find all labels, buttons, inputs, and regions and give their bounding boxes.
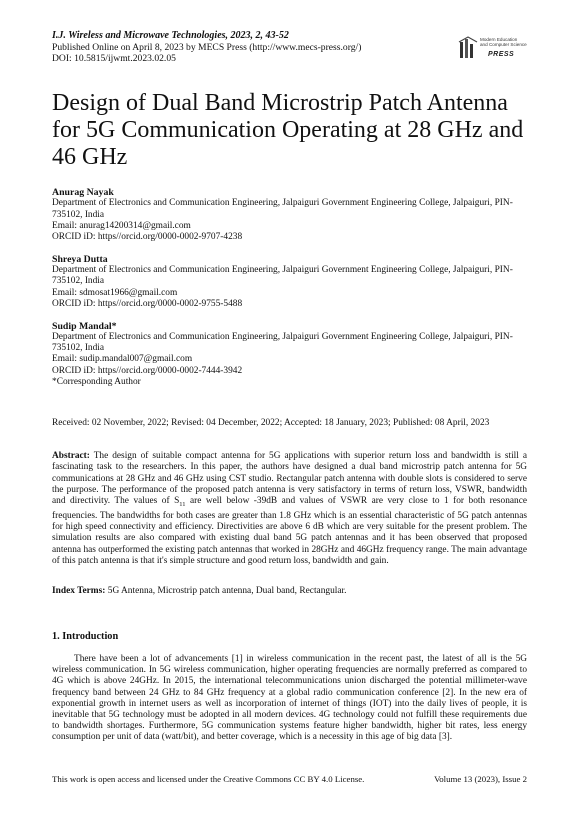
journal-citation: I.J. Wireless and Microwave Technologies, 2023, 2, 43-52 [52, 30, 289, 41]
introduction-paragraph: There have been a lot of advancements [1] in wireless communication in the recent past, the latest of all is the 5G wireless communication. In 5G wireless communication, higher operating frequencies are normally preferred as compared to 4G which is above 24GHz. In 2015, the international telecommunications union discharged the potential millimeter-wave frequency band between 24 GHz to 84 GHz frequency at a global radio communication conference [2]. In the new era of exponential growth in internet users as well as incorporation of internet of things (IOT) into the daily lives of people, it is inevitable that 5G technology must be adopted in all modern devices. 4G technology could not fulfill these requirements due to bandwidth shortages. Furthermore, 5G communication systems feature higher bandwidth, higher bit rates, less energy consumption per unit of data (watt/bit), and better coverage, which is a necessity in this age of big data [3]. [52, 654, 527, 743]
journal-header [52, 30, 452, 65]
author-block [52, 321, 527, 389]
author-orcid[interactable]: ORCID iD: https//orcid.org/0000-0002-7444-3942 [52, 365, 243, 376]
abstract-text-part-2: are well below -39dB and values of VSWR are very close to 1 for both resonance frequencies. The bandwidths for both cases are greater than 1.8 GHz which is an essential characteristic of 5G patch antennas for high speed connectivity and efficiency. Directivities are above 6 dB which are very suitable for the present problem. The simulation results are also compared with existing dual band 5G patch antennas and it has been observed that proposed antenna has outperformed the existing patch antennas that worked in 28GHz and 46GHz frequency range. The main advantage of this patch antenna is that it's simple structure and good return loss, bandwidth and gain. [52, 496, 527, 566]
abstract [52, 451, 527, 567]
author-email[interactable]: Email: sudip.mandal007@gmail.com [52, 354, 193, 365]
section-heading-introduction: 1. Introduction [52, 631, 119, 642]
abstract-text-part-1: The design of suitable compact antenna for 5G applications with superior return loss and bandwidth is still a fascinating task to the researchers. In this paper, the authors have designed a dual band microstrip patch antenna for 5G communications at 28 GHz and 46 GHz using CST studio. Rectangular patch antenna with double slots is considered to serve the purpose. The performance of the proposed patch antenna is very satisfactory in terms of return loss, VSWR, bandwidth and directivity. The values of S [52, 451, 527, 507]
author-orcid[interactable]: ORCID iD: https//orcid.org/0000-0002-9707-4238 [52, 232, 243, 243]
author-affiliation: Department of Electronics and Communication Engineering, Jalpaiguri Government Engineering College, Jalpaiguri, PIN-735102, India [52, 265, 513, 287]
volume-issue: Volume 13 (2023), Issue 2 [434, 774, 527, 784]
mecs-logo-icon [458, 36, 478, 60]
paper-title: Design of Dual Band Microstrip Patch Antenna for 5G Communication Operating at 28 GHz and 46 GHz [52, 90, 524, 170]
license-note: This work is open access and licensed under the Creative Commons CC BY 4.0 License. [52, 774, 365, 784]
logo-text: Modern Education and Computer Science [480, 37, 527, 48]
index-terms-text: 5G Antenna, Microstrip patch antenna, Dual band, Rectangular. [105, 586, 347, 596]
doi: DOI: 10.5815/ijwmt.2023.02.05 [52, 53, 176, 64]
author-name: Sudip Mandal* [52, 320, 117, 332]
author-block [52, 254, 527, 310]
author-affiliation: Department of Electronics and Communication Engineering, Jalpaiguri Government Engineering College, Jalpaiguri, PIN-735102, India [52, 198, 513, 220]
submission-dates: Received: 02 November, 2022; Revised: 04 December, 2022; Accepted: 18 January, 2023; Published: 08 April, 2023 [52, 418, 490, 428]
author-name: Shreya Dutta [52, 253, 108, 265]
mecs-press-logo [458, 34, 528, 64]
publication-info: Published Online on April 8, 2023 by MECS Press (http://www.mecs-press.org/) [52, 41, 362, 53]
author-email[interactable]: Email: anurag14200314@gmail.com [52, 220, 191, 231]
abstract-label: Abstract: [52, 451, 90, 461]
index-terms [52, 586, 527, 596]
logo-press: PRESS [488, 51, 515, 58]
index-terms-label: Index Terms: [52, 586, 106, 596]
abstract-subscript: 11 [179, 501, 186, 509]
author-orcid[interactable]: ORCID iD: https//orcid.org/0000-0002-9755-5488 [52, 298, 243, 309]
author-name: Anurag Nayak [52, 187, 114, 198]
author-affiliation: Department of Electronics and Communication Engineering, Jalpaiguri Government Engineering College, Jalpaiguri, PIN-735102, India [52, 331, 513, 354]
author-block [52, 187, 527, 243]
page-footer [52, 774, 527, 784]
author-list [52, 187, 527, 399]
author-email[interactable]: Email: sdmosat1966@gmail.com [52, 287, 178, 298]
corresponding-author-note: *Corresponding Author [52, 377, 141, 388]
